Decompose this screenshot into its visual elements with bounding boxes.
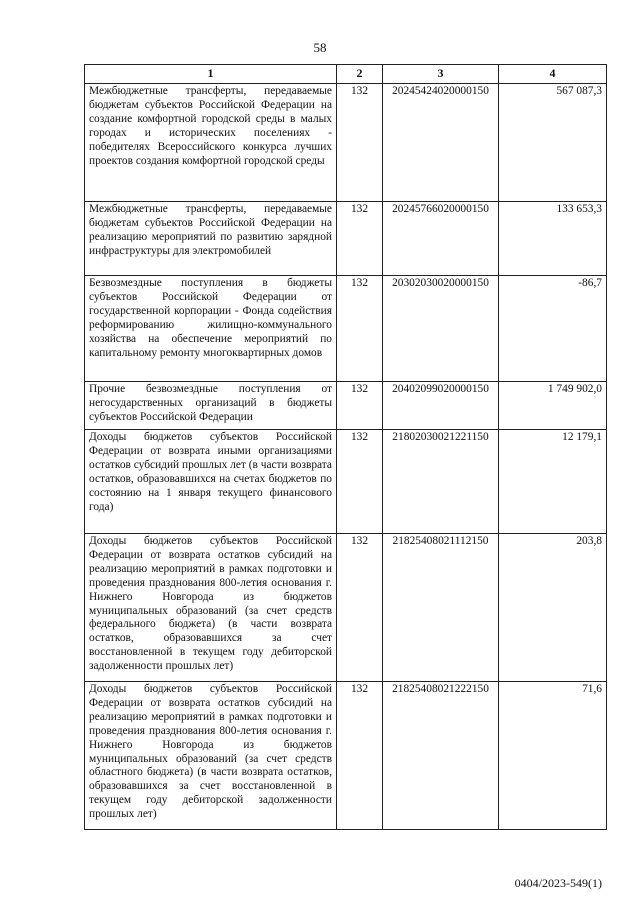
amount: 133 653,3: [499, 202, 607, 276]
amount: -86,7: [499, 276, 607, 382]
revenue-name: Доходы бюджетов субъектов Российской Федерации от возврата остатков субсидий на реализацию мероприятий в рамках подготовки и проведения празднования 800-летия основания г. Нижнего Новгорода из бюджетов муниципальных образований (за счет средств областного бюджета) (в части возврата остатков, образовавшихся за счет восстановленной в текущем году дебиторской задолженности прошлых лет): [85, 682, 337, 830]
amount: 567 087,3: [499, 84, 607, 202]
table-row: [85, 84, 607, 202]
amount: 12 179,1: [499, 430, 607, 534]
document-id: 0404/2023-549(1): [514, 876, 602, 890]
admin-code: 132: [337, 276, 383, 382]
admin-code: 132: [337, 84, 383, 202]
budget-classification-code: 21825408021222150: [383, 682, 499, 830]
column-header-1: 1: [85, 65, 337, 84]
table-header-row: [85, 65, 607, 84]
revenue-name: Межбюджетные трансферты, передаваемые бюджетам субъектов Российской Федерации на создание комфортной городской среды в малых городах и исторических поселениях - победителях Всероссийского конкурса лучших проектов создания комфортной городской среды: [85, 84, 337, 202]
page-number: 58: [313, 40, 327, 55]
admin-code: 132: [337, 682, 383, 830]
revenue-name: Прочие безвозмездные поступления от негосударственных организаций в бюджеты субъектов Российской Федерации: [85, 382, 337, 430]
budget-classification-code: 20302030020000150: [383, 276, 499, 382]
column-header-3: 3: [383, 65, 499, 84]
admin-code: 132: [337, 534, 383, 682]
table-row: [85, 682, 607, 830]
revenue-table: [84, 64, 607, 830]
amount: 203,8: [499, 534, 607, 682]
table-row: [85, 382, 607, 430]
revenue-name: Безвозмездные поступления в бюджеты субъектов Российской Федерации от государственной корпорации - Фонда содействия реформированию жилищно-коммунального хозяйства на обеспечение мероприятий по капитальному ремонту многоквартирных домов: [85, 276, 337, 382]
column-header-2: 2: [337, 65, 383, 84]
budget-classification-code: 20402099020000150: [383, 382, 499, 430]
admin-code: 132: [337, 382, 383, 430]
table-row: [85, 202, 607, 276]
budget-classification-code: 20245424020000150: [383, 84, 499, 202]
budget-classification-code: 20245766020000150: [383, 202, 499, 276]
revenue-name: Доходы бюджетов субъектов Российской Федерации от возврата остатков субсидий на реализацию мероприятий в рамках подготовки и проведения празднования 800-летия основания г. Нижнего Новгорода из бюджетов муниципальных образований (за счет средств федерального бюджета) (в части возврата остатков, образовавшихся за счет восстановленной в текущем году дебиторской задолженности прошлых лет): [85, 534, 337, 682]
admin-code: 132: [337, 202, 383, 276]
table-row: [85, 276, 607, 382]
table-row: [85, 430, 607, 534]
budget-classification-code: 21825408021112150: [383, 534, 499, 682]
revenue-name: Доходы бюджетов субъектов Российской Федерации от возврата иными организациями остатков субсидий прошлых лет (в части возврата остатков, образовавшихся на счетах бюджетов по состоянию на 1 января текущего финансового года): [85, 430, 337, 534]
amount: 71,6: [499, 682, 607, 830]
column-header-4: 4: [499, 65, 607, 84]
table-row: [85, 534, 607, 682]
budget-classification-code: 21802030021221150: [383, 430, 499, 534]
revenue-name: Межбюджетные трансферты, передаваемые бюджетам субъектов Российской Федерации на реализацию мероприятий по развитию зарядной инфраструктуры для электромобилей: [85, 202, 337, 276]
admin-code: 132: [337, 430, 383, 534]
amount: 1 749 902,0: [499, 382, 607, 430]
